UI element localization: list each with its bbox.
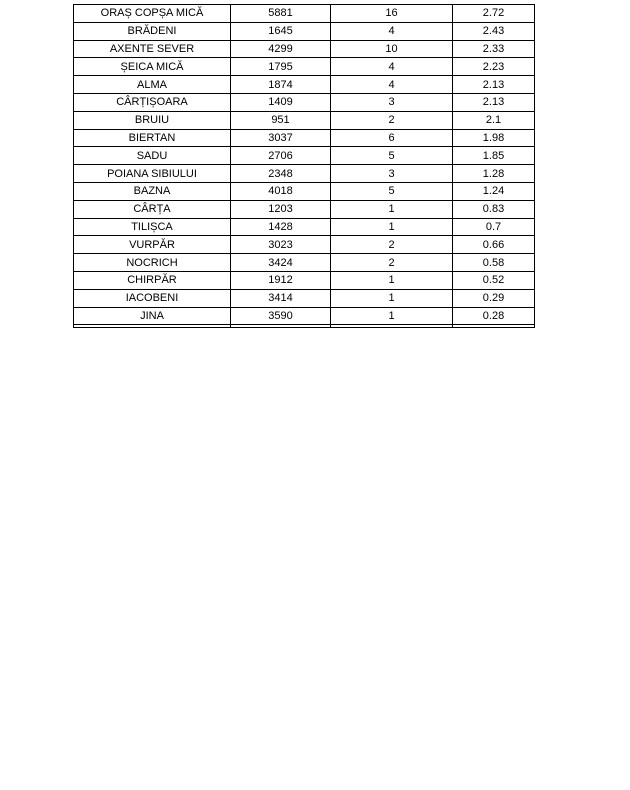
table-row	[74, 76, 535, 94]
cases-cell: 4	[331, 58, 453, 76]
table-row	[74, 93, 535, 111]
population-cell: 1428	[231, 218, 331, 236]
rate-cell: 2.1	[453, 111, 535, 129]
table-row	[74, 236, 535, 254]
data-table	[73, 4, 535, 328]
empty-cell	[74, 325, 231, 328]
locality-cell: NOCRICH	[74, 254, 231, 272]
locality-cell: BRĂDENI	[74, 22, 231, 40]
empty-cell	[231, 325, 331, 328]
cases-cell: 2	[331, 236, 453, 254]
rate-cell: 2.33	[453, 40, 535, 58]
table-row	[74, 58, 535, 76]
rate-cell: 0.7	[453, 218, 535, 236]
cases-cell: 3	[331, 93, 453, 111]
population-cell: 1645	[231, 22, 331, 40]
cases-cell: 1	[331, 289, 453, 307]
cases-cell: 10	[331, 40, 453, 58]
table-row	[74, 147, 535, 165]
cases-cell: 1	[331, 218, 453, 236]
cases-cell: 2	[331, 111, 453, 129]
table-row	[74, 218, 535, 236]
rate-cell: 2.13	[453, 93, 535, 111]
cases-cell: 3	[331, 165, 453, 183]
cases-cell: 1	[331, 200, 453, 218]
locality-cell: ALMA	[74, 76, 231, 94]
rate-cell: 1.85	[453, 147, 535, 165]
population-cell: 3023	[231, 236, 331, 254]
cases-cell: 5	[331, 147, 453, 165]
cases-cell: 2	[331, 254, 453, 272]
population-cell: 1203	[231, 200, 331, 218]
rate-cell: 0.66	[453, 236, 535, 254]
population-cell: 1409	[231, 93, 331, 111]
rate-cell: 0.58	[453, 254, 535, 272]
population-cell: 1912	[231, 271, 331, 289]
cases-cell: 1	[331, 271, 453, 289]
cases-cell: 16	[331, 5, 453, 23]
locality-cell: AXENTE SEVER	[74, 40, 231, 58]
locality-cell: CÂRȚA	[74, 200, 231, 218]
locality-cell: ȘEICA MICĂ	[74, 58, 231, 76]
table-row	[74, 165, 535, 183]
population-cell: 2348	[231, 165, 331, 183]
locality-cell: TILIȘCA	[74, 218, 231, 236]
rate-cell: 0.83	[453, 200, 535, 218]
rate-cell: 0.52	[453, 271, 535, 289]
population-cell: 4299	[231, 40, 331, 58]
population-cell: 1795	[231, 58, 331, 76]
cases-cell: 4	[331, 76, 453, 94]
population-cell: 3424	[231, 254, 331, 272]
locality-cell: POIANA SIBIULUI	[74, 165, 231, 183]
rate-cell: 2.13	[453, 76, 535, 94]
empty-cell	[331, 325, 453, 328]
cases-cell: 1	[331, 307, 453, 325]
locality-cell: BAZNA	[74, 182, 231, 200]
empty-cell	[453, 325, 535, 328]
table-row	[74, 254, 535, 272]
locality-cell: CÂRȚIȘOARA	[74, 93, 231, 111]
population-cell: 3037	[231, 129, 331, 147]
cases-cell: 5	[331, 182, 453, 200]
rate-cell: 1.28	[453, 165, 535, 183]
locality-cell: CHIRPĂR	[74, 271, 231, 289]
table-row	[74, 200, 535, 218]
rate-cell: 2.43	[453, 22, 535, 40]
population-cell: 3590	[231, 307, 331, 325]
table-row	[74, 182, 535, 200]
table-row	[74, 129, 535, 147]
table-row	[74, 22, 535, 40]
locality-cell: BRUIU	[74, 111, 231, 129]
locality-cell: VURPĂR	[74, 236, 231, 254]
table-row	[74, 5, 535, 23]
population-cell: 3414	[231, 289, 331, 307]
locality-cell: ORAȘ COPȘA MICĂ	[74, 5, 231, 23]
rate-cell: 1.24	[453, 182, 535, 200]
rate-cell: 2.72	[453, 5, 535, 23]
population-cell: 951	[231, 111, 331, 129]
table-row	[74, 111, 535, 129]
population-cell: 4018	[231, 182, 331, 200]
locality-cell: SADU	[74, 147, 231, 165]
cases-cell: 6	[331, 129, 453, 147]
cases-cell: 4	[331, 22, 453, 40]
rate-cell: 2.23	[453, 58, 535, 76]
population-cell: 2706	[231, 147, 331, 165]
rate-cell: 1.98	[453, 129, 535, 147]
table-row	[74, 271, 535, 289]
locality-cell: BIERTAN	[74, 129, 231, 147]
table-body	[74, 5, 535, 328]
rate-cell: 0.29	[453, 289, 535, 307]
table-row	[74, 40, 535, 58]
table-row	[74, 289, 535, 307]
population-cell: 1874	[231, 76, 331, 94]
rate-cell: 0.28	[453, 307, 535, 325]
locality-cell: IACOBENI	[74, 289, 231, 307]
locality-cell: JINA	[74, 307, 231, 325]
table-row	[74, 307, 535, 325]
table-row-partial	[74, 325, 535, 328]
population-cell: 5881	[231, 5, 331, 23]
